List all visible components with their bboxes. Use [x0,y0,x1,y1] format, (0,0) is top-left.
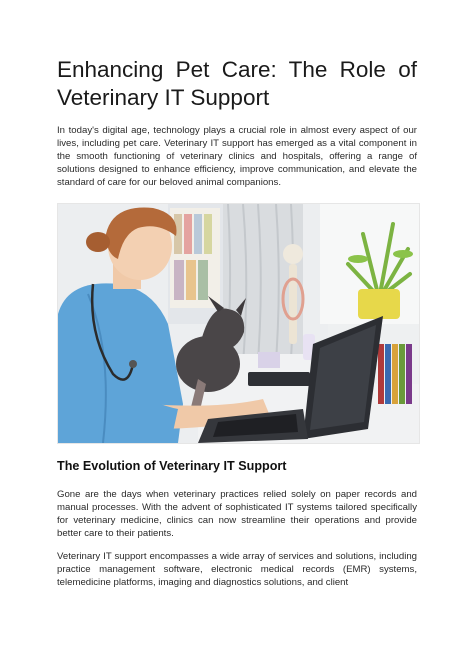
section-heading: The Evolution of Veterinary IT Support [57,459,287,473]
intro-paragraph: In today's digital age, technology plays a crucial role in almost every aspect of our lives, including pet care. Veterinary IT support has emerged as a vital component in the smooth functioning of veterinary clinics and hospitals, offering a range of solutions designed to enhance efficiency, improve communication, and elevate the standard of care for our beloved animal companions. [57,125,417,189]
document-title [57,56,417,112]
section-paragraph-1: Gone are the days when veterinary practices relied solely on paper records and manual processes. With the advent of sophisticated IT systems tailored specifically for veterinary medicine, clinics can now streamline their operations and provide better care to their patients. [57,489,417,540]
section-paragraph-2: Veterinary IT support encompasses a wide array of services and solutions, including practice management software, electronic medical records (EMR) systems, telemedicine platforms, imaging and diagnostics solutions, and client [57,551,417,589]
title-line-1: Enhancing Pet Care: The Role of [57,57,417,82]
title-line-2: Veterinary IT Support [57,85,270,110]
vet-with-laptop-photo [57,203,420,444]
photo-illustration [58,204,419,443]
